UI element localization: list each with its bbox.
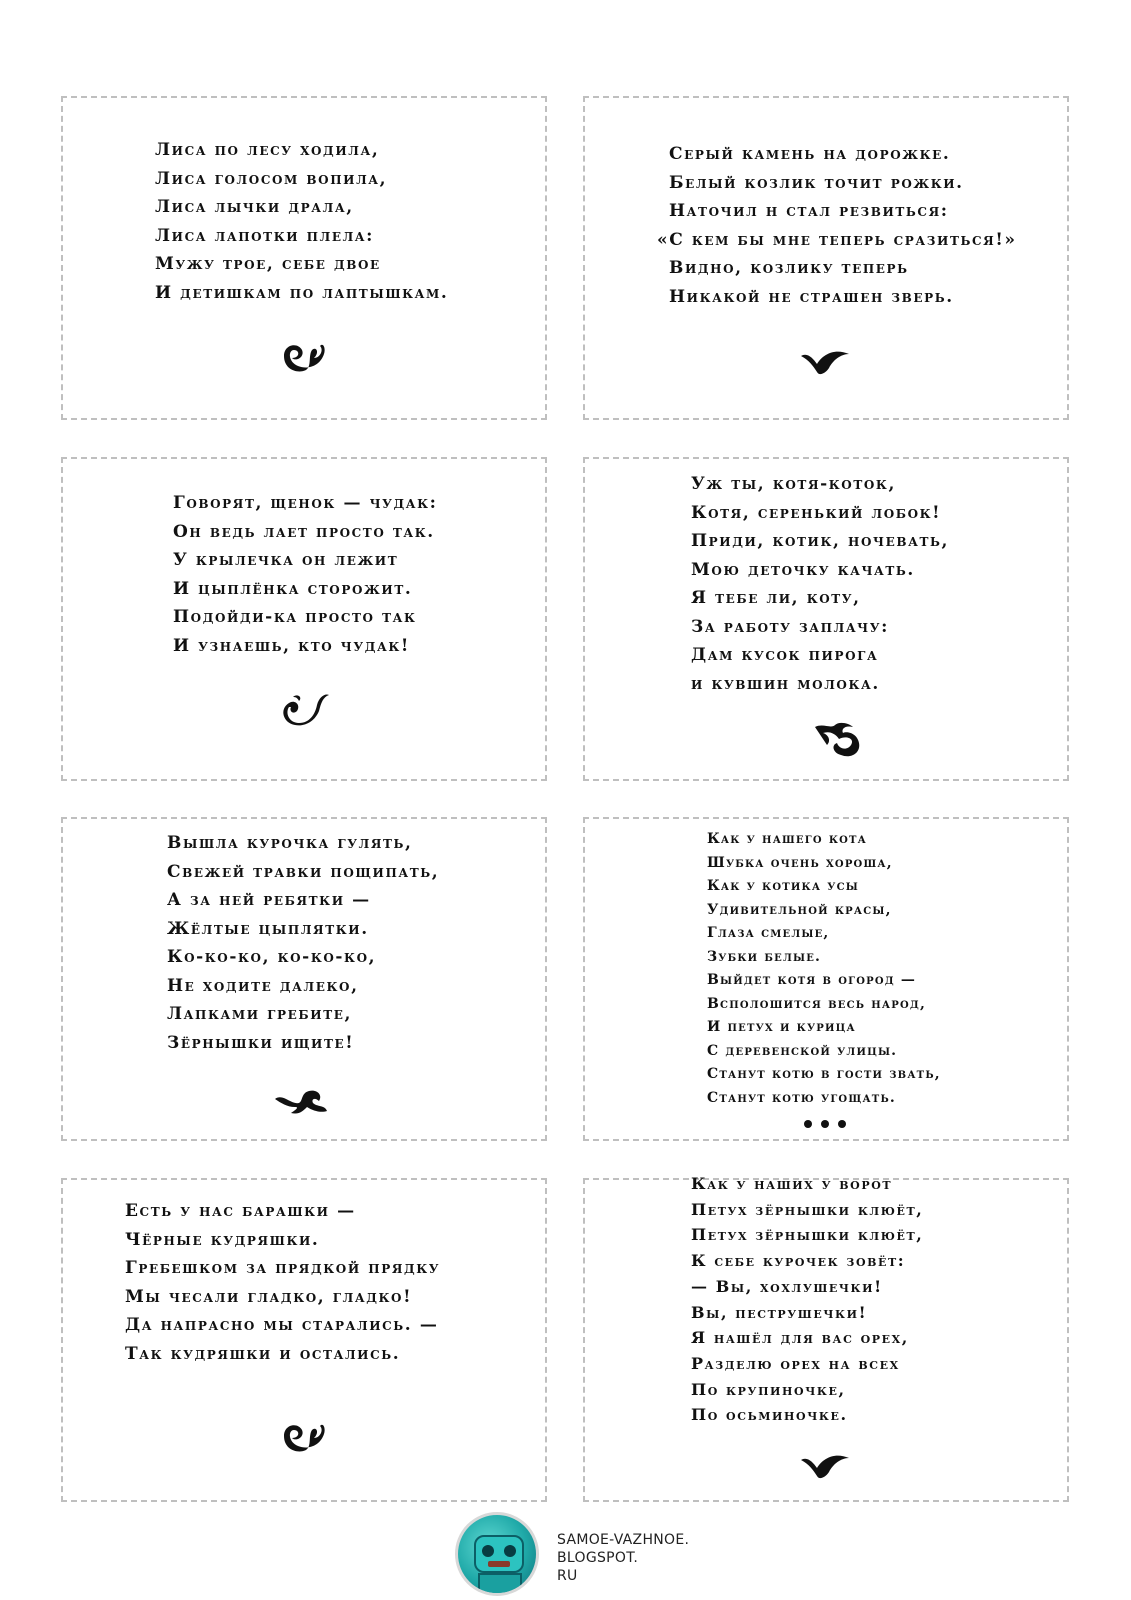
- site-url-line: SAMOE-VAZHNOE.: [557, 1532, 690, 1548]
- poem-line: Как у нашего кота: [707, 831, 868, 847]
- poem-card-1: [61, 96, 547, 420]
- poem-line: Вышла курочка гулять,: [167, 833, 413, 853]
- ornament-flourish-icon: [275, 689, 331, 729]
- ornament-curl-icon: [809, 719, 865, 759]
- poem-line: Свежей травки пощипать,: [167, 861, 440, 882]
- poem-line: С деревенской улицы.: [707, 1042, 898, 1059]
- poem-line: По осьминочке.: [691, 1405, 848, 1425]
- poem-line: И цыплёнка сторожит.: [173, 578, 413, 599]
- ornament-wing-icon: [797, 1446, 853, 1486]
- poem-card-4: [583, 457, 1069, 781]
- poem-text: [691, 1171, 923, 1428]
- poem-card-5: [61, 817, 547, 1141]
- ornament-wing-icon: [797, 342, 853, 382]
- poem-line: Петух зёрнышки клюёт,: [691, 1199, 924, 1219]
- poem-line: Всполошится весь народ,: [707, 995, 927, 1012]
- robot-face-icon: [474, 1535, 524, 1573]
- ornament-swirl-icon: [276, 1416, 332, 1456]
- poem-line: А за ней ребятки —: [167, 890, 371, 910]
- poem-line: Уж ты, котя-коток,: [691, 474, 896, 494]
- poem-line: Мы чесали гладко, гладко!: [125, 1286, 413, 1307]
- poem-line: Да напрасно мы старались. —: [125, 1315, 439, 1335]
- poem-card-2: [583, 96, 1069, 420]
- site-logo[interactable]: [455, 1512, 539, 1596]
- poem-line: Подойди-ка просто так: [173, 607, 417, 627]
- poem-line: Есть у нас барашки —: [125, 1201, 356, 1221]
- poem-line: Серый камень на дорожке.: [669, 144, 951, 164]
- poem-line: Говорят, щенок — чудак:: [173, 493, 438, 513]
- poem-card-6: [583, 817, 1069, 1141]
- poem-line: У крылечка он лежит: [173, 550, 399, 570]
- poem-line: Ко-ко-ко, ко-ко-ко,: [167, 947, 377, 967]
- poem-line: Разделю орех на всех: [691, 1353, 900, 1373]
- poem-line: Шубка очень хороша,: [707, 854, 893, 871]
- poem-card-8: [583, 1174, 1069, 1502]
- poem-line: Он ведь лает просто так.: [173, 521, 435, 542]
- poem-line: Лапками гребите,: [167, 1004, 353, 1024]
- poem-line: Гребешком за прядкой прядку: [125, 1258, 441, 1278]
- poem-line: Станут котю угощать.: [707, 1089, 896, 1106]
- poem-line: Выйдет котя в огород —: [707, 972, 917, 988]
- poem-text: [167, 829, 439, 1057]
- poem-line: И петух и курица: [707, 1019, 856, 1035]
- poem-line: Дам кусок пирога: [691, 645, 879, 665]
- poem-line: Не ходите далеко,: [167, 975, 359, 996]
- poem-line: Глаза смелые,: [707, 925, 830, 941]
- poem-card-3: [61, 457, 547, 781]
- poem-line: Я нашёл для вас орех,: [691, 1328, 909, 1348]
- poem-line: И детишкам по лаптышкам.: [155, 282, 449, 303]
- poem-line: — Вы, хохлушечки!: [691, 1276, 883, 1296]
- robot-body-icon: [478, 1573, 522, 1596]
- poem-line: Как у котика усы: [707, 878, 859, 894]
- poem-text: [125, 1197, 440, 1368]
- poem-line: За работу заплачу:: [691, 616, 889, 637]
- site-url-line: BLOGSPOT.: [557, 1550, 639, 1566]
- poem-line: Наточил н стал резвиться:: [669, 201, 949, 221]
- robot-eye-icon: [504, 1545, 516, 1557]
- poem-line: Зубки белые.: [707, 948, 822, 965]
- robot-eye-icon: [482, 1545, 494, 1557]
- site-url[interactable]: [557, 1531, 689, 1585]
- poem-line: Лиса голосом вопила,: [155, 168, 388, 189]
- poem-line: Никакой не страшен зверь.: [669, 286, 954, 307]
- poem-line: Я тебе ли, коту,: [691, 588, 861, 608]
- poem-text: [707, 828, 941, 1110]
- poem-line: По крупиночке,: [691, 1379, 846, 1399]
- poem-line: Жёлтые цыплятки.: [167, 918, 369, 939]
- poem-card-7: [61, 1178, 547, 1502]
- robot-mouth-icon: [488, 1561, 510, 1567]
- poem-line: Мою деточку качать.: [691, 559, 915, 580]
- poem-line: Мужу трое, себе двое: [155, 254, 381, 274]
- poem-line: Лиса лычки драла,: [155, 197, 354, 217]
- poem-line: Лиса по лесу ходила,: [155, 140, 380, 160]
- poem-line: «С кем бы мне теперь сразиться!»: [657, 229, 1017, 250]
- poem-line: К себе курочек зовёт:: [691, 1251, 906, 1271]
- poem-line: Станут котю в гости звать,: [707, 1066, 941, 1082]
- poem-line: Так кудряшки и остались.: [125, 1343, 401, 1364]
- poem-text: [155, 136, 448, 307]
- poem-text: [691, 470, 949, 698]
- poem-line: Вы, пеструшечки!: [691, 1302, 868, 1322]
- poem-line: Зёрнышки ищите!: [167, 1032, 355, 1053]
- poem-text: [657, 140, 1017, 311]
- poem-line: Чёрные кудряшки.: [125, 1229, 320, 1250]
- poem-line: И узнаешь, кто чудак!: [173, 635, 410, 656]
- poem-line: Лиса лапотки плела:: [155, 225, 375, 246]
- poem-line: Белый козлик точит рожки.: [669, 172, 964, 193]
- poem-line: Видно, козлику теперь: [669, 258, 909, 278]
- poem-line: Котя, серенький лобок!: [691, 502, 942, 523]
- ornament-wave-icon: [273, 1081, 329, 1121]
- ornament-dots-icon: [804, 1120, 846, 1128]
- poem-line: и кувшин молока.: [691, 673, 880, 694]
- ornament-swirl-icon: [276, 336, 332, 376]
- poem-line: Петух зёрнышки клюёт,: [691, 1225, 924, 1245]
- site-url-line: RU: [557, 1568, 578, 1584]
- poem-line: Удивительной красы,: [707, 901, 892, 918]
- poem-text: [173, 489, 438, 660]
- poem-line: Как у наших у ворот: [691, 1174, 893, 1193]
- poem-line: Приди, котик, ночевать,: [691, 531, 950, 551]
